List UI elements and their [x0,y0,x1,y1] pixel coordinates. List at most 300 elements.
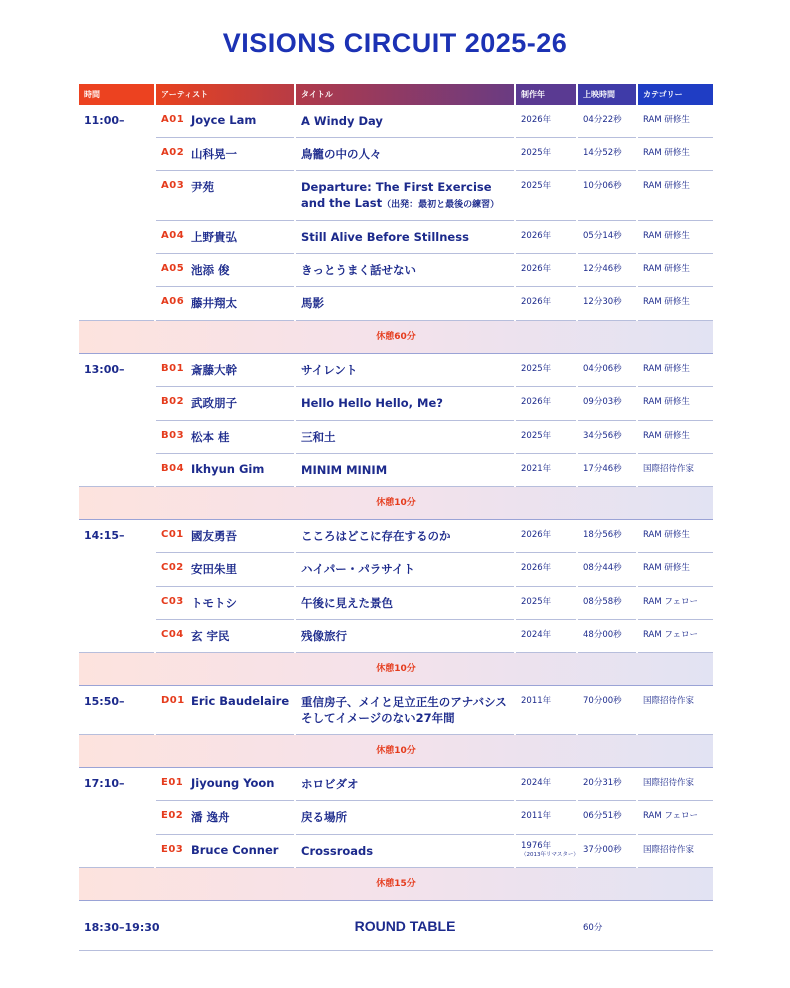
year-cell [516,520,576,553]
duration-value [578,354,636,375]
category-value [638,105,713,126]
artist-cell [156,105,294,138]
duration-text: 37分00秒 [583,845,622,855]
year-text: 2026年 [521,297,552,307]
time-cell [79,354,154,387]
table-row [79,254,713,287]
year-value [516,105,576,126]
round-table-label: ROUND TABLE [354,918,456,934]
header-year: 制作年 [516,84,576,105]
work-title [296,105,514,129]
work-title-line: ハイパー・パラサイト [301,562,415,576]
title-cell [296,105,514,138]
program-code: C02 [161,562,184,573]
year-value [516,421,576,442]
duration-text: 08分58秒 [583,597,622,607]
category-cell [638,686,713,735]
work-title-subtitle: （出発：最初と最後の練習） [382,200,500,210]
year-text: 2025年 [521,597,552,607]
artist-cell [156,620,294,653]
header-category: カテゴリー [638,84,713,105]
work-title [296,354,514,378]
title-cell [296,387,514,421]
title-cell [296,454,514,487]
round-table-row [79,904,713,951]
category-cell [638,801,713,835]
table-row [79,835,713,868]
title-cell [296,835,514,868]
duration-text: 70分00秒 [583,696,622,706]
artist-cell [156,835,294,868]
artist-name: Jiyoung Yoon [191,776,275,790]
work-title [296,254,514,278]
category-text: RAM 研修生 [643,530,690,540]
table-row [79,287,713,321]
duration-text: 05分14秒 [583,231,622,241]
year-value [516,801,576,822]
table-row [79,421,713,454]
year-text: 2021年 [521,464,552,474]
year-text: 2026年 [521,115,552,125]
year-value [516,520,576,541]
work-title [296,171,514,213]
work-title [296,553,514,577]
work-title [296,454,514,478]
duration-text: 12分30秒 [583,297,622,307]
table-header [79,84,713,105]
year-cell [516,138,576,171]
work-title-line: ホロビダオ [301,777,359,791]
category-cell [638,221,713,254]
category-cell [638,254,713,287]
duration-value [578,553,636,574]
program-code: E03 [161,844,184,855]
duration-value [578,254,636,275]
duration-text: 48分00秒 [583,630,622,640]
duration-value [578,587,636,608]
category-text: 国際招待作家 [643,464,695,474]
year-text: 2025年 [521,181,552,191]
work-title-line2: そしてイメージのない27年間 [301,711,455,725]
year-value [516,221,576,242]
work-title-line [301,195,514,213]
year-text: 2025年 [521,364,552,374]
category-value [638,254,713,275]
category-text: RAM 研修生 [643,181,690,191]
work-title [296,587,514,611]
duration-text: 12分46秒 [583,264,622,274]
category-cell [638,454,713,487]
work-title [296,387,514,411]
duration-text: 10分06秒 [583,181,622,191]
time-cell [79,287,154,321]
duration-value [578,287,636,308]
year-text: 2025年 [521,431,552,441]
program-code: A05 [161,263,185,274]
artist-cell [156,421,294,454]
work-title [296,287,514,311]
title-cell [296,686,514,735]
category-text: RAM 研修生 [643,431,690,441]
year-text: 2025年 [521,148,552,158]
table-row [79,354,713,387]
block-start-time: 15:50– [84,695,125,708]
program-code: B04 [161,463,185,474]
year-value [516,620,576,641]
time-cell [79,171,154,221]
category-cell [638,354,713,387]
artist-name: 池添 俊 [191,263,230,277]
year-cell [516,421,576,454]
artist-name: 玄 宇民 [191,629,230,643]
work-title-line: Hello Hello Hello, Me? [301,396,443,410]
category-cell [638,171,713,221]
title-cell [296,620,514,653]
block-start-time: 14:15– [84,529,125,542]
work-title-line: 午後に見えた景色 [301,596,393,610]
year-text: 2026年 [521,231,552,241]
artist-cell [156,171,294,221]
artist-name: 國友勇吾 [191,529,237,543]
year-text: 2026年 [521,264,552,274]
year-text: 2026年 [521,530,552,540]
category-text: RAM 研修生 [643,231,690,241]
category-value [638,387,713,408]
title-cell [296,768,514,801]
header-time: 時間 [79,84,154,105]
duration-text: 17分46秒 [583,464,622,474]
category-text: RAM 研修生 [643,264,690,274]
duration-text: 20分31秒 [583,778,622,788]
duration-cell [578,171,636,221]
program-code: A02 [161,147,185,158]
work-title [296,221,514,245]
artist-name: Bruce Conner [191,843,279,857]
year-value [516,138,576,159]
break-bar: 休憩15分 [79,868,713,901]
work-title-line [301,710,514,726]
duration-cell [578,835,636,868]
duration-cell [578,387,636,421]
duration-cell [578,553,636,587]
work-title-line: きっとうまく話せない [301,263,416,277]
title-cell [296,553,514,587]
time-cell [79,553,154,587]
category-cell [638,421,713,454]
work-title [296,520,514,544]
work-title [296,801,514,825]
duration-value [578,686,636,707]
artist-name: 斎藤大幹 [191,363,237,377]
category-cell [638,387,713,421]
artist-cell [156,520,294,553]
table-row [79,520,713,553]
duration-value [578,520,636,541]
duration-value [578,801,636,822]
duration-value [578,138,636,159]
duration-value [578,105,636,126]
year-cell [516,287,576,321]
program-code: A04 [161,230,185,241]
duration-text: 04分06秒 [583,364,622,374]
duration-value [578,620,636,641]
duration-cell [578,221,636,254]
work-title [296,835,514,859]
artist-name: 藤井翔太 [191,296,237,310]
artist-cell [156,553,294,587]
duration-cell [578,801,636,835]
year-cell [516,768,576,801]
work-title-line2: and the Last [301,196,383,210]
category-value [638,686,713,707]
duration-value [578,768,636,789]
time-cell [79,387,154,421]
artist-cell [156,221,294,254]
table-row [79,387,713,421]
category-cell [638,587,713,620]
category-value [638,801,713,822]
year-value [516,387,576,408]
year-value [516,835,579,859]
duration-text: 09分03秒 [583,397,622,407]
table-row [79,768,713,801]
year-value [516,454,576,475]
duration-cell [578,454,636,487]
time-cell [79,254,154,287]
category-text: RAM フェロー [643,811,698,821]
year-value [516,254,576,275]
duration-value [578,171,636,192]
duration-cell [578,520,636,553]
work-title-line: 残像旅行 [301,629,347,643]
year-text: 2011年 [521,696,552,706]
header-duration: 上映時間 [578,84,636,105]
table-row [79,801,713,835]
table-row [79,553,713,587]
work-title-line: A Windy Day [301,114,383,128]
category-value [638,221,713,242]
title-cell [296,138,514,171]
artist-cell [156,454,294,487]
duration-cell [578,768,636,801]
artist-cell [156,387,294,421]
table-row [79,171,713,221]
year-text: 1976年 [521,841,552,851]
artist-cell [156,287,294,321]
time-cell [79,221,154,254]
page-title: VISIONS CIRCUIT 2025-26 [222,28,568,58]
category-value [638,354,713,375]
work-title [296,421,514,445]
work-title-line: こころはどこに存在するのか [301,529,451,543]
work-title [296,768,514,792]
artist-cell [156,254,294,287]
program-code: E01 [161,777,184,788]
time-cell [79,138,154,171]
duration-cell [578,287,636,321]
work-title-line: 馬影 [301,296,324,310]
work-title-line: 重信房子、メイと足立正生のアナバシス [301,695,507,709]
duration-cell [578,138,636,171]
year-cell [516,254,576,287]
year-value [516,287,576,308]
time-cell [79,454,154,487]
category-cell [638,553,713,587]
break-bar: 休憩10分 [79,735,713,768]
break-bar: 休憩10分 [79,653,713,686]
artist-cell [156,801,294,835]
table-row [79,105,713,138]
category-value [638,421,713,442]
year-text: 2026年 [521,563,552,573]
artist-cell [156,587,294,620]
category-value [638,768,713,789]
year-cell [516,835,579,868]
duration-cell [578,686,636,735]
category-text: RAM フェロー [643,630,698,640]
duration-text: 14分52秒 [583,148,622,158]
break-bar: 休憩60分 [79,321,713,354]
time-cell [79,686,154,735]
work-title-line: 戻る場所 [301,810,347,824]
year-cell [516,620,576,653]
time-cell [79,587,154,620]
title-cell [296,221,514,254]
table-row [79,686,713,735]
program-code: A06 [161,296,185,307]
round-table-time: 18:30–19:30 [84,921,160,934]
year-cell [516,801,576,835]
work-title-line: 三和土 [301,430,336,444]
year-cell [516,587,576,620]
time-cell [79,768,154,801]
category-cell [638,138,713,171]
category-text: RAM 研修生 [643,563,690,573]
category-value [638,454,713,475]
title-cell [296,354,514,387]
program-code: B03 [161,430,185,441]
duration-cell [578,587,636,620]
time-cell [79,835,154,868]
year-text: 2011年 [521,811,552,821]
duration-value [578,835,636,856]
duration-value [578,421,636,442]
category-value [638,587,713,608]
artist-name: Joyce Lam [191,113,257,127]
duration-cell [578,254,636,287]
program-code: A01 [161,114,185,125]
time-cell [79,421,154,454]
work-title [296,138,514,162]
category-text: 国際招待作家 [643,696,695,706]
title-cell [296,587,514,620]
duration-text: 06分51秒 [583,811,622,821]
program-code: C03 [161,596,184,607]
category-text: RAM 研修生 [643,297,690,307]
category-text: RAM 研修生 [643,115,690,125]
artist-cell [156,354,294,387]
round-table-duration: 60分 [583,923,603,933]
duration-cell [578,421,636,454]
year-cell [516,354,576,387]
work-title [296,620,514,644]
year-value [516,553,576,574]
work-title-line: Crossroads [301,844,374,858]
category-value [638,520,713,541]
year-cell [516,171,576,221]
category-value [638,835,713,856]
duration-cell [578,354,636,387]
artist-cell [156,768,294,801]
title-cell [296,254,514,287]
time-cell [79,520,154,553]
year-cell [516,221,576,254]
artist-name: 上野貴弘 [191,230,237,244]
category-text: RAM 研修生 [643,397,690,407]
program-code: D01 [161,695,185,706]
block-start-time: 11:00– [84,114,125,127]
table-row [79,221,713,254]
work-title-line: サイレント [301,363,358,377]
program-code: C04 [161,629,184,640]
program-code: B02 [161,396,185,407]
work-title-line: MINIM MINIM [301,463,388,477]
title-cell [296,801,514,835]
year-cell [516,553,576,587]
year-value [516,587,576,608]
category-value [638,171,713,192]
duration-value [578,387,636,408]
title-cell [296,520,514,553]
category-text: 国際招待作家 [643,778,695,788]
program-code: B01 [161,363,185,374]
artist-cell [156,686,294,735]
artist-name: 潘 逸舟 [191,810,230,824]
year-cell [516,454,576,487]
table-row [79,454,713,487]
category-value [638,138,713,159]
artist-name: トモトシ [191,596,237,610]
category-value [638,553,713,574]
artist-name: 武政朋子 [191,396,237,410]
work-title-line: 鳥籠の中の人々 [301,147,382,161]
year-value [516,768,576,789]
artist-name: Eric Baudelaire [191,694,290,708]
category-cell [638,835,713,868]
title-cell [296,287,514,321]
duration-value [578,454,636,475]
duration-text: 34分56秒 [583,431,622,441]
year-text: 2026年 [521,397,552,407]
category-value [638,620,713,641]
year-value [516,171,576,192]
year-cell [516,686,576,735]
category-cell [638,768,713,801]
year-value [516,354,576,375]
table-row [79,620,713,653]
duration-cell [578,620,636,653]
program-code: E02 [161,810,184,821]
artist-name: 松本 桂 [191,430,230,444]
artist-name: Ikhyun Gim [191,462,265,476]
work-title-line: Departure: The First Exercise [301,180,492,194]
category-text: RAM 研修生 [643,364,690,374]
year-cell [516,387,576,421]
table-row [79,587,713,620]
title-cell [296,421,514,454]
break-bar: 休憩10分 [79,487,713,520]
artist-name: 山科晃一 [191,147,237,161]
